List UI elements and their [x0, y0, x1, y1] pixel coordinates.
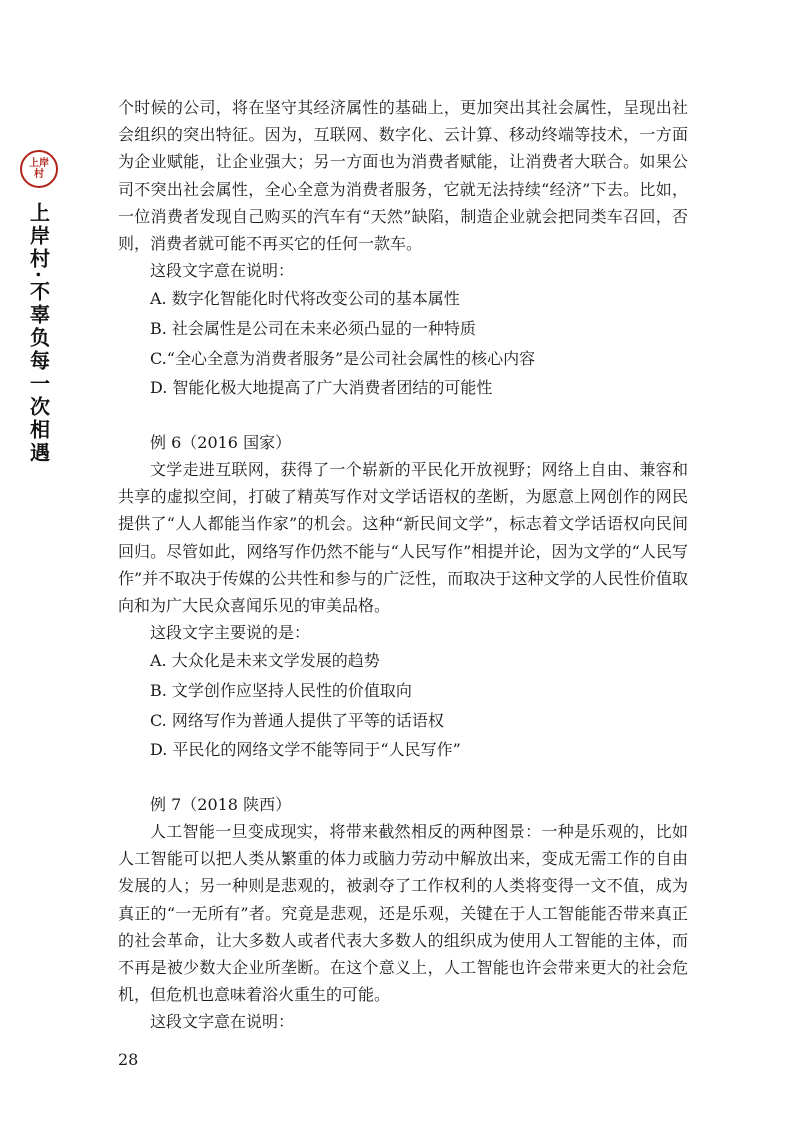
example-6-option-b: B. 文学创作应坚持人民性的价值取向 [150, 681, 412, 701]
example-6-paragraph: 文学走进互联网，获得了一个崭新的平民化开放视野；网络上自由、兼容和共享的虚拟空间，打破了精英写作对文学话语权的垄断，为愿意上网创作的网民提供了“人人都能当作家”的机会。这种“新民间文学”，标志着文学话语权向民间回归。尽管如此，网络写作仍然不能与“人民写作”相提并论，因为文学的“人民写作”并不取决于传媒的公共性和参与的广泛性，而取决于这种文学的人民性价值取向和为广大民众喜闻乐见的审美品格。 [118, 460, 688, 616]
book-title: 上岸村·不辜负每一次相遇 [26, 202, 51, 465]
example-7-question: 这段文字意在说明： [150, 1012, 295, 1032]
page-number: 28 [118, 1050, 139, 1069]
seal-text-line1: 上岸 [29, 158, 49, 169]
sidebar [14, 150, 64, 465]
option-a: A. 数字化智能化时代将改变公司的基本属性 [150, 289, 460, 309]
seal-logo [20, 150, 58, 188]
example-7-paragraph: 人工智能一旦变成现实，将带来截然相反的两种图景：一种是乐观的，比如人工智能可以把人类从繁重的体力或脑力劳动中解放出来，变成无需工作的自由发展的人；另一种则是悲观的，被剥夺了工作权利的人类将变得一文不值，成为真正的“一无所有”者。究竟是悲观，还是乐观，关键在于人工智能能否带来真正的社会革命，让大多数人或者代表大多数人的组织成为使用人工智能的主体，而不再是被少数大企业所垄断。在这个意义上，人工智能也许会带来更大的社会危机，但危机也意味着浴火重生的可能。 [118, 822, 688, 1005]
seal-text-line2: 村 [34, 169, 44, 180]
example-7-title: 例 7（2018 陕西） [150, 794, 292, 814]
page-content [118, 94, 688, 1036]
continued-paragraph: 个时候的公司，将在坚守其经济属性的基础上，更加突出其社会属性，呈现出社会组织的突出特征。因为，互联网、数字化、云计算、移动终端等技术，一方面为企业赋能，让企业强大；另一方面也为消费者赋能，让消费者大联合。如果公司不突出社会属性，全心全意为消费者服务，它就无法持续“经济”下去。比如，一位消费者发现自己购买的汽车有“天然”缺陷，制造企业就会把同类车召回，否则，消费者就可能不再买它的任何一款车。 [118, 98, 688, 254]
example-6-title: 例 6（2016 国家） [150, 432, 292, 452]
example-6-option-d: D. 平民化的网络文学不能等同于“人民写作” [150, 740, 461, 760]
option-b: B. 社会属性是公司在未来必须凸显的一种特质 [150, 319, 476, 339]
option-d: D. 智能化极大地提高了广大消费者团结的可能性 [150, 378, 493, 398]
question-prompt: 这段文字意在说明： [150, 261, 295, 281]
example-6-question: 这段文字主要说的是： [150, 623, 311, 643]
example-6-option-a: A. 大众化是未来文学发展的趋势 [150, 651, 380, 671]
option-c: C.“全心全意为消费者服务”是公司社会属性的核心内容 [150, 348, 536, 368]
example-6-option-c: C. 网络写作为普通人提供了平等的话语权 [150, 710, 444, 730]
